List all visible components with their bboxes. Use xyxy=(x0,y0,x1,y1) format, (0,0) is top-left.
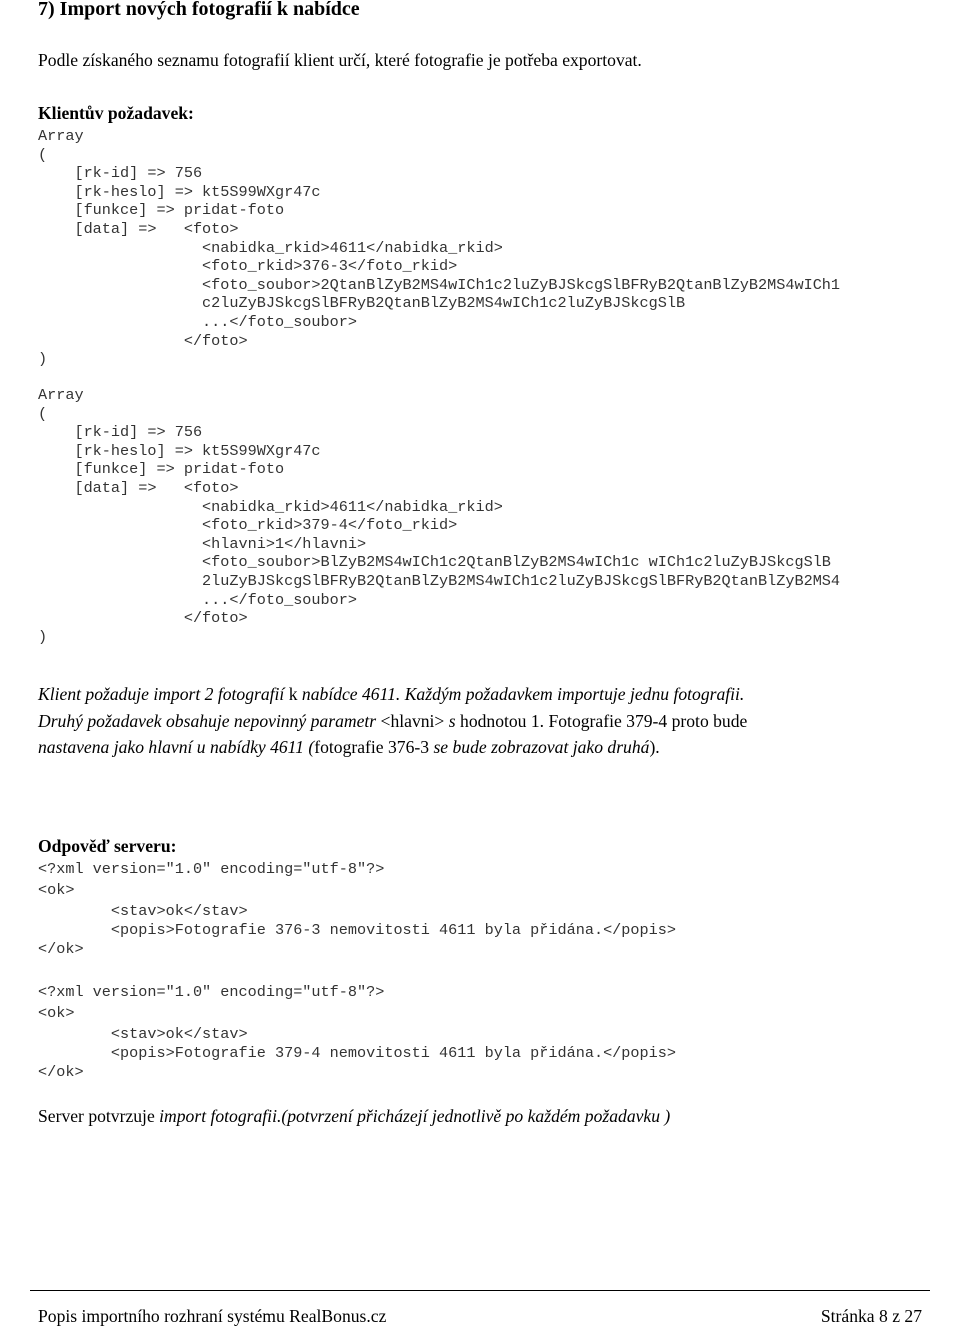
summary-part: Server potvrzuje xyxy=(38,1106,160,1126)
summary-paragraph xyxy=(38,1106,670,1127)
code-line: <foto_rkid>379-4</foto_rkid> xyxy=(38,516,458,535)
code-line: Array xyxy=(38,386,84,404)
desc-part: hodnotou 1. Fotografie 379-4 proto bude xyxy=(460,710,748,731)
code-line: <foto_rkid>376-3</foto_rkid> xyxy=(38,257,458,276)
request-label: Klientův požadavek: xyxy=(38,103,194,123)
code-line: <foto_soubor>BlZyB2MS4wICh1c2QtanBlZyB2MS4wICh1c wICh1c2luZyBJSkcgSlB xyxy=(38,553,831,572)
code-line: 2luZyBJSkcgSlBFRyB2QtanBlZyB2MS4wICh1c2luZyBJSkcgSlBFRyB2QtanBlZyB2MS4 xyxy=(38,572,841,590)
code-line: <ok> xyxy=(38,1004,75,1022)
code-line: <nabidka_rkid>4611</nabidka_rkid> xyxy=(38,497,503,516)
code-line: <foto_soubor>2QtanBlZyB2MS4wICh1c2luZyBJSkcgSlBFRyB2QtanBlZyB2MS4wICh1 xyxy=(38,275,841,294)
desc-part: Druhý požadavek obsahuje nepovinný parametr xyxy=(38,710,381,731)
section-heading: 7) Import nových fotografií k nabídce xyxy=(38,0,360,20)
code-line: ( xyxy=(38,145,48,164)
request-code-block-2 xyxy=(38,386,841,656)
code-line: <?xml version="1.0" encoding="utf-8"?> xyxy=(38,983,385,1001)
desc-part: nabídce 4611. Každým požadavkem importuje jednu fotografii. xyxy=(301,684,745,704)
code-line: c2luZyBJSkcgSlBFRyB2QtanBlZyB2MS4wICh1c2luZyBJSkcgSlB xyxy=(38,294,686,313)
desc-part: fotografie 376-3 xyxy=(314,737,434,758)
footer-divider xyxy=(30,1290,930,1291)
desc-part: <hlavni> xyxy=(380,710,445,731)
desc-part: s xyxy=(444,710,461,731)
page-number: Stránka 8 z 27 xyxy=(820,1306,922,1326)
desc-part: se bude zobrazovat jako druhá xyxy=(433,737,650,758)
code-line: </foto> xyxy=(38,331,248,350)
summary-part: import fotografii. xyxy=(159,1106,282,1126)
code-line: [rk-heslo] => kt5S99WXgr47c xyxy=(38,182,321,201)
desc-part: nastavena jako hlavní u nabídky 4611 ( xyxy=(38,737,315,758)
code-line: <hlavni>1</hlavni> xyxy=(38,534,367,553)
code-line: <popis>Fotografie 379-4 nemovitosti 4611 byla přidána.</popis> xyxy=(38,1044,676,1062)
response-code-block-2 xyxy=(38,983,676,1091)
code-line: <stav>ok</stav> xyxy=(38,1025,248,1043)
request-code-block-1 xyxy=(38,127,841,379)
code-line: <stav>ok</stav> xyxy=(38,902,248,920)
response-code-block-1 xyxy=(38,860,676,968)
code-line: </ok> xyxy=(38,1063,84,1081)
code-line: ...</foto_soubor> xyxy=(38,313,357,331)
desc-part: Klient požaduje import 2 fotografií xyxy=(38,684,285,704)
code-line: ...</foto_soubor> xyxy=(38,590,357,609)
code-line: <?xml version="1.0" encoding="utf-8"?> xyxy=(38,860,385,878)
code-line: ) xyxy=(38,350,48,369)
code-line: Array xyxy=(38,127,84,145)
footer-title: Popis importního rozhraní systému RealBonus.cz xyxy=(38,1306,387,1326)
code-line: ( xyxy=(38,404,48,423)
desc-part: k xyxy=(284,684,302,704)
code-line: <nabidka_rkid>4611</nabidka_rkid> xyxy=(38,238,503,257)
desc-part: ). xyxy=(649,737,660,758)
code-line: [funkce] => pridat-foto xyxy=(38,201,285,220)
code-line: [rk-heslo] => kt5S99WXgr47c xyxy=(38,441,321,460)
code-line: </ok> xyxy=(38,940,84,958)
code-line: [rk-id] => 756 xyxy=(38,164,203,183)
response-label: Odpověď serveru: xyxy=(38,836,177,856)
code-line: [data] => <foto> xyxy=(38,479,239,497)
code-line: <popis>Fotografie 376-3 nemovitosti 4611 byla přidána.</popis> xyxy=(38,921,676,939)
code-line: [rk-id] => 756 xyxy=(38,423,203,442)
intro-paragraph: Podle získaného seznamu fotografií klient určí, které fotografie je potřeba exportovat. xyxy=(38,50,642,70)
code-line: [data] => <foto> xyxy=(38,220,239,238)
code-line: <ok> xyxy=(38,881,75,899)
code-line: [funkce] => pridat-foto xyxy=(38,460,285,479)
summary-part: (potvrzení přicházejí jednotlivě po každém požadavku ) xyxy=(281,1106,671,1126)
description-paragraph xyxy=(38,681,928,761)
code-line: </foto> xyxy=(38,609,248,628)
code-line: ) xyxy=(38,627,48,646)
